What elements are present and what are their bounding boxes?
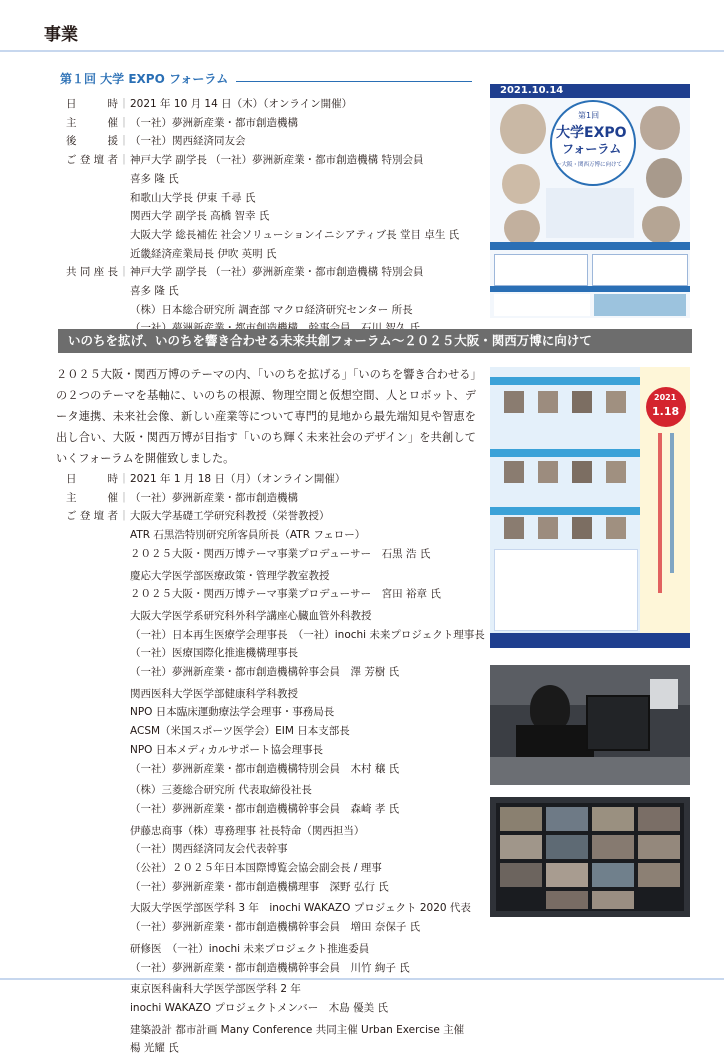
separator: ｜: [118, 116, 130, 129]
poster-round: 第1回: [578, 111, 600, 120]
info-label: 日時: [66, 473, 118, 485]
speaker-line: （一社）夢洲新産業・都市創造機構幹事会員 澤 芳樹 氏: [130, 666, 400, 679]
info-label: 共同座長: [66, 266, 118, 279]
info-row-organizer: [66, 489, 485, 508]
footer-divider: [0, 978, 724, 980]
separator: ｜: [118, 135, 130, 148]
poster2-year: 2021: [654, 393, 677, 402]
separator: ｜: [118, 491, 130, 504]
speaker-group: [130, 899, 485, 936]
speaker-line: （一社）医療国際化推進機構理事長: [130, 647, 298, 660]
speaker-group: [130, 507, 485, 563]
speaker-line: 喜多 隆 氏: [130, 172, 179, 185]
info-value: 2021 年 1 月 18 日（月）（オンライン開催）: [130, 473, 346, 485]
speaker-line: 関西医科大学医学部健康科学科教授: [130, 687, 298, 700]
speaker-line: 東京医科歯科大学医学部医学科 2 年: [130, 983, 301, 996]
info-value: （一社）関西経済同友会: [130, 135, 246, 148]
speaker-group: [130, 822, 485, 897]
forum-venue-photo: [490, 665, 690, 785]
info-label: ご登壇者: [66, 510, 118, 523]
info-label: 日時: [66, 98, 118, 110]
poster-title2: フォーラム: [562, 142, 622, 156]
info-row-support: [66, 132, 459, 151]
info-label: 主催: [66, 116, 118, 129]
section2-heading: いのちを拡げ、いのちを響き合わせる未来共創フォーラム～２０２５大阪・関西万博に向けて: [58, 329, 692, 353]
separator: ｜: [118, 266, 130, 279]
speaker-line: ２０２５大阪・関西万博テーマ事業プロデューサー 石黒 浩 氏: [130, 547, 431, 560]
separator: ｜: [118, 510, 130, 523]
speaker-group: [130, 567, 485, 604]
info-label: 後援: [66, 135, 118, 148]
poster-title: 大学EXPO: [556, 125, 627, 141]
cochair-line: 神戸大学 副学長 （一社）夢洲新産業・都市創造機構 特別会員: [130, 266, 424, 279]
speaker-group: [130, 685, 485, 779]
section1-info-table: [66, 95, 459, 338]
section1-heading-rule: [236, 81, 472, 82]
cochair-line: 喜多 隆 氏: [130, 285, 179, 298]
speaker-line: ２０２５大阪・関西万博テーマ事業プロデューサー 宮田 裕章 氏: [130, 588, 441, 601]
speaker-group: [130, 980, 485, 1017]
speaker-line: inochi WAKAZO プロジェクトメンバー 木島 優美 氏: [130, 1001, 388, 1014]
speaker-group: [130, 1021, 485, 1058]
speaker-line: 和歌山大学長 伊東 千尋 氏: [130, 191, 256, 204]
info-row-cochairs: [66, 263, 459, 338]
poster2-date: 1.18: [652, 405, 680, 418]
speaker-line: NPO 日本臨床運動療法学会理事・事務局長: [130, 706, 335, 719]
poster-date: 2021.10.14: [500, 85, 564, 96]
forum-poster-image: [490, 84, 690, 318]
info-row-organizer: [66, 114, 459, 133]
page-title: 事業: [44, 25, 78, 45]
speaker-line: 研修医 （一社）inochi 未来プロジェクト推進委員: [130, 942, 370, 955]
info-label: 主催: [66, 491, 118, 504]
speaker-line: 大阪大学医学部医学科 3 年 inochi WAKAZO プロジェクト 2020 代表: [130, 902, 471, 915]
speaker-line: 大阪大学基礎工学研究科教授（栄誉教授）: [130, 510, 330, 523]
speaker-line: 神戸大学 副学長 （一社）夢洲新産業・都市創造機構 特別会員: [130, 154, 424, 167]
speaker-line: 大阪大学 総長補佐 社会ソリューションイニシアティブ長 堂目 卓生 氏: [130, 228, 460, 241]
speaker-line: 大阪大学医学系研究科外科学講座心臓血管外科教授: [130, 609, 372, 622]
info-value: （一社）夢洲新産業・都市創造機構: [130, 491, 298, 504]
speaker-group: [130, 781, 485, 818]
speaker-line: ACSM（米国スポーツ医学会）EIM 日本支部長: [130, 725, 350, 738]
speaker-line: ATR 石黒浩特別研究所客員所長（ATR フェロー）: [130, 529, 366, 542]
speaker-line: NPO 日本メディカルサポート協会理事長: [130, 743, 323, 756]
speaker-line: （一社）関西経済同友会代表幹事: [130, 843, 288, 856]
speaker-line: 伊藤忠商事（株）専務理事 社長特命（関西担当）: [130, 824, 365, 837]
section1-heading: 第１回 大学 EXPO フォーラム: [60, 72, 229, 86]
info-row-date: [66, 470, 485, 489]
speaker-line: 楊 光耀 氏: [130, 1042, 179, 1055]
speaker-line: （公社）２０２５年日本国際博覧会協会副会長 / 理事: [130, 862, 382, 875]
info-row-speakers: [66, 151, 459, 263]
separator: ｜: [118, 154, 130, 167]
info-row-speakers: [66, 507, 485, 1058]
speaker-line: 近畿経済産業局長 伊吹 英明 氏: [130, 247, 277, 260]
future-forum-poster-image: [490, 367, 690, 648]
online-meeting-photo: [490, 797, 690, 917]
separator: ｜: [118, 98, 130, 110]
speaker-line: （一社）夢洲新産業・都市創造機構理事 深野 弘行 氏: [130, 880, 389, 893]
section2-info-table: [66, 470, 485, 1058]
speaker-line: （一社）夢洲新産業・都市創造機構幹事会員 森崎 孝 氏: [130, 802, 400, 815]
speaker-line: （一社）夢洲新産業・都市創造機構幹事会員 川竹 絢子 氏: [130, 961, 410, 974]
speaker-group: [130, 940, 485, 977]
info-value: 2021 年 10 月 14 日（木）（オンライン開催）: [130, 98, 353, 110]
header-divider: [0, 50, 724, 52]
speaker-line: （一社）夢洲新産業・都市創造機構特別会員 木村 穣 氏: [130, 762, 400, 775]
info-row-date: [66, 95, 459, 114]
info-value: （一社）夢洲新産業・都市創造機構: [130, 116, 298, 129]
info-label: ご登壇者: [66, 154, 118, 167]
speaker-line: （株）三菱総合研究所 代表取締役社長: [130, 784, 312, 797]
speaker-group: [130, 607, 485, 682]
separator: ｜: [118, 473, 130, 485]
cochair-line: （株）日本総合研究所 調査部 マクロ経済研究センター 所長: [130, 303, 413, 316]
section2-intro: ２０２５大阪・関西万博のテーマの内、「いのちを拡げる」「いのちを響き合わせる」の２つのテーマを基軸に、いのちの根源、物理空間と仮想空間、人とロボット、データ連携、未来社会像、新しい産業等について専門的見地から最先端知見や智恵を出し合い、大阪・関西万博が目指す「いのち輝く未来社会のデザイン」を共創していくフォーラムを開催致しました。: [56, 368, 476, 465]
speaker-line: 関西大学 副学長 高橋 智幸 氏: [130, 210, 270, 223]
speaker-line: 慶応大学医学部医療政策・管理学教室教授: [130, 569, 330, 582]
speaker-line: （一社）夢洲新産業・都市創造機構幹事会員 増田 奈保子 氏: [130, 921, 421, 934]
speaker-line: （一社）日本再生医療学会理事長 （一社）inochi 未来プロジェクト理事長: [130, 628, 485, 641]
poster-subtitle: ～大阪・関西万博に向けて: [556, 162, 623, 168]
speaker-line: 建築設計 都市計画 Many Conference 共同主催 Urban Exercise 主催: [130, 1023, 465, 1036]
